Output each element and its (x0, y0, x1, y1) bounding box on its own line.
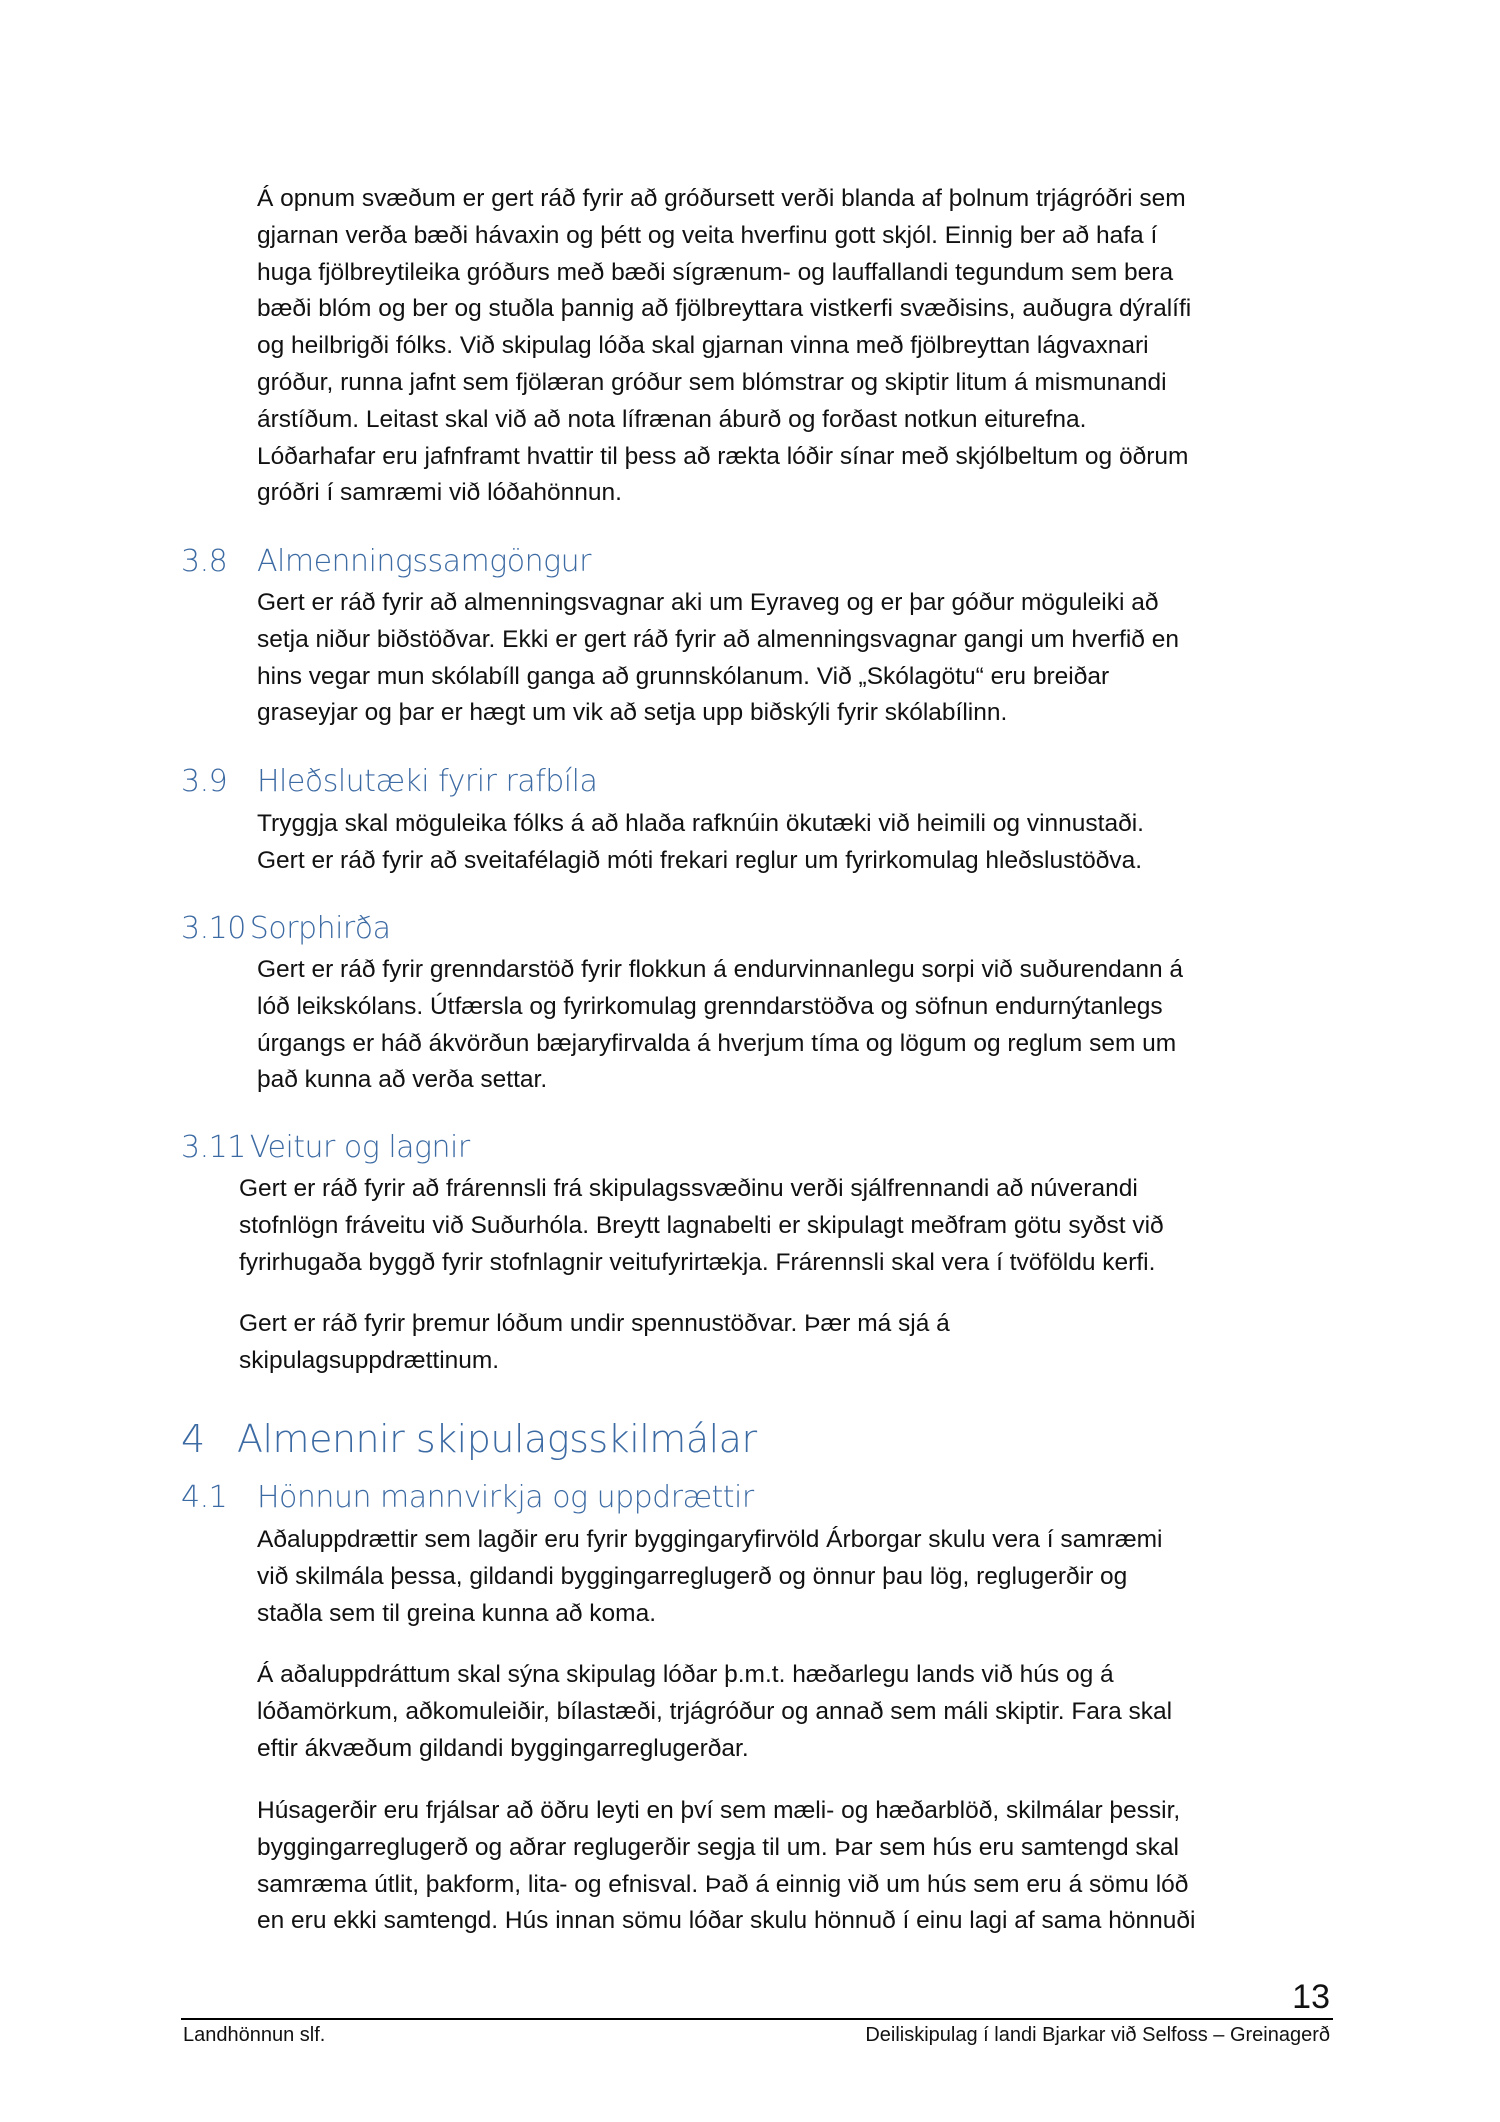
section-heading-38 (181, 542, 591, 582)
text-line: Gert er ráð fyrir að frárennsli frá skipulagssvæðinu verði sjálfrennandi að núverandi (239, 1175, 1138, 1202)
text-line: Gert er ráð fyrir grenndarstöð fyrir flokkun á endurvinnanlegu sorpi við suðurendann á (257, 956, 1184, 983)
text-line: árstíðum. Leitast skal við að nota lífrænan áburð og forðast notkun eiturefna. (257, 405, 1087, 433)
text-line: eftir ákvæðum gildandi byggingarreglugerðar. (257, 1734, 749, 1762)
text-line: en eru ekki samtengd. Hús innan sömu lóðar skulu hönnuð í einu lagi af sama hönnuði (257, 1907, 1196, 1935)
section-number: 3.8 (181, 544, 228, 579)
section-heading-4 (181, 1415, 757, 1463)
text-line: Gert er ráð fyrir að almenningsvagnar aki um Eyraveg og er þar góður möguleiki að (257, 589, 1159, 616)
section-number: 4.1 (181, 1480, 228, 1515)
text-line: og heilbrigði fólks. Við skipulag lóða skal gjarnan vinna með fjölbreyttan lágvaxnari (257, 332, 1149, 360)
text-line: gróðri í samræmi við lóðahönnun. (257, 479, 622, 507)
paragraph-s41a (257, 1522, 1162, 1632)
text-line: bæði blóm og ber og stuðla þannig að fjölbreyttara vistkerfi svæðisins, auðugra dýralífi (257, 295, 1192, 323)
text-line: stofnlögn fráveitu við Suðurhóla. Breytt lagnabelti er skipulagt meðfram götu syðst við (239, 1211, 1164, 1239)
section-heading-310 (181, 909, 391, 949)
footer-document-title: Deiliskipulag í landi Bjarkar við Selfoss – Greinagerð (865, 2024, 1330, 2046)
text-line: gjarnan verða bæði hávaxin og þétt og veita hverfinu gott skjól. Einnig ber að hafa í (257, 221, 1158, 249)
page-number: 13 (1292, 1978, 1330, 2016)
section-number: 3.11 (181, 1130, 246, 1165)
paragraph-s311a (239, 1171, 1164, 1281)
section-number: 4 (181, 1417, 205, 1461)
section-title: Sorphirða (249, 911, 391, 946)
footer-divider (181, 2018, 1333, 2020)
paragraph-s310 (257, 952, 1183, 1099)
section-heading-41 (181, 1478, 754, 1518)
section-heading-39 (181, 762, 597, 802)
paragraph-s41b (257, 1657, 1172, 1767)
text-line: Lóðarhafar eru jafnframt hvattir til þess að rækta lóðir sínar með skjólbeltum og öðrum (257, 442, 1189, 470)
text-line: það kunna að verða settar. (257, 1066, 548, 1094)
text-line: við skilmála þessa, gildandi byggingarreglugerð og önnur þau lög, reglugerðir og (257, 1562, 1128, 1590)
text-line: skipulagsuppdrættinum. (239, 1346, 500, 1374)
section-title: Veitur og lagnir (249, 1130, 470, 1165)
text-line: fyrirhugaða byggð fyrir stofnlagnir veitufyrirtækja. Frárennsli skal vera í tvöföldu kerfi. (239, 1248, 1156, 1276)
section-title: Almennir skipulagsskilmálar (237, 1417, 757, 1461)
text-line: huga fjölbreytileika gróðurs með bæði sígrænum- og lauffallandi tegundum sem bera (257, 258, 1174, 286)
text-line: lóðamörkum, aðkomuleiðir, bílastæði, trjágróður og annað sem máli skiptir. Fara skal (257, 1697, 1173, 1725)
text-line: gróður, runna jafnt sem fjölæran gróður sem blómstrar og skiptir litum á mismunandi (257, 368, 1167, 396)
section-heading-311 (181, 1128, 470, 1168)
section-number: 3.9 (181, 764, 228, 799)
paragraph-s41c (257, 1793, 1195, 1940)
text-line: Tryggja skal möguleika fólks á að hlaða rafknúin ökutæki við heimili og vinnustaði. (257, 810, 1144, 837)
paragraph-s38 (257, 585, 1179, 732)
text-line: hins vegar mun skólabíll ganga að grunnskólanum. Við „Skólagötu“ eru breiðar (257, 662, 1110, 690)
footer-company: Landhönnun slf. (183, 2024, 326, 2046)
text-line: Húsagerðir eru frjálsar að öðru leyti en því sem mæli- og hæðarblöð, skilmálar þessir, (257, 1797, 1181, 1824)
section-title: Hleðslutæki fyrir rafbíla (257, 764, 598, 799)
text-line: lóð leikskólans. Útfærsla og fyrirkomulag grenndarstöðva og söfnun endurnýtanlegs (257, 992, 1163, 1020)
section-number: 3.10 (181, 911, 246, 946)
paragraph-intro (257, 181, 1191, 512)
text-line: Á opnum svæðum er gert ráð fyrir að gróðursett verði blanda af þolnum trjágróðri sem (257, 185, 1186, 212)
paragraph-s311b (239, 1306, 950, 1380)
text-line: Gert er ráð fyrir að sveitafélagið móti frekari reglur um fyrirkomulag hleðslustöðva. (257, 846, 1143, 874)
text-line: samræma útlit, þakform, lita- og efnisval. Það á einnig við um hús sem eru á sömu lóð (257, 1870, 1189, 1898)
section-title: Hönnun mannvirkja og uppdrættir (257, 1480, 754, 1515)
text-line: staðla sem til greina kunna að koma. (257, 1599, 657, 1627)
section-title: Almenningssamgöngur (257, 544, 592, 579)
text-line: úrgangs er háð ákvörðun bæjaryfirvalda á hverjum tíma og lögum og reglum sem um (257, 1029, 1177, 1057)
text-line: setja niður biðstöðvar. Ekki er gert ráð fyrir að almenningsvagnar gangi um hverfið en (257, 625, 1179, 653)
text-line: byggingarreglugerð og aðrar reglugerðir segja til um. Þar sem hús eru samtengd skal (257, 1833, 1179, 1861)
paragraph-s39 (257, 806, 1144, 880)
text-line: Gert er ráð fyrir þremur lóðum undir spennustöðvar. Þær má sjá á (239, 1310, 950, 1337)
text-line: Aðaluppdrættir sem lagðir eru fyrir byggingaryfirvöld Árborgar skulu vera í samræmi (257, 1526, 1163, 1553)
text-line: graseyjar og þar er hægt um vik að setja upp biðskýli fyrir skólabílinn. (257, 699, 1008, 727)
text-line: Á aðaluppdráttum skal sýna skipulag lóðar þ.m.t. hæðarlegu lands við hús og á (257, 1661, 1114, 1688)
